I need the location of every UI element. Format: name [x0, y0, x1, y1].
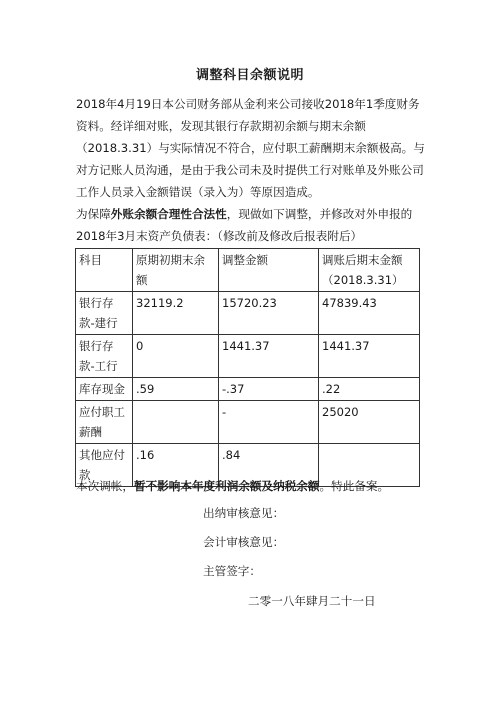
- cashier-review-label: 出纳审核意见：: [203, 506, 285, 520]
- table-cell: .59: [133, 378, 219, 401]
- conclusion-emphasis: 暂不影响本年度利润余额及纳税余额: [133, 479, 320, 493]
- intro-emphasis: 外账余额合理性合法性: [110, 207, 227, 221]
- table-cell: 1441.37: [319, 335, 420, 378]
- adjustment-table: [75, 248, 420, 487]
- document-date: 二零一八年肆月二十一日: [248, 594, 376, 608]
- table-cell: 32119.2: [133, 292, 219, 335]
- table-cell: .84: [219, 444, 319, 487]
- conclusion-suffix: 。特此备案。: [319, 479, 390, 493]
- header-cell: 科目: [76, 249, 133, 292]
- adjustment-intro-paragraph: [76, 203, 428, 247]
- table-cell: 47839.43: [319, 292, 420, 335]
- table-header-row: [76, 249, 420, 292]
- table-cell: 库存现金: [76, 378, 133, 401]
- header-cell: 原期初期末余额: [133, 249, 219, 292]
- table-cell: 0: [133, 335, 219, 378]
- table-cell: .16: [133, 444, 219, 487]
- table-cell: 25020: [319, 401, 420, 444]
- table-cell: 银行存款-建行: [76, 292, 133, 335]
- table-cell: 其他应付款: [76, 444, 133, 487]
- table-row: [76, 292, 420, 335]
- header-cell: 调账后期末金额（2018.3.31）: [319, 249, 420, 292]
- intro-suffix: ，现做如下调整，并修改对外申报的2018年3月末资产负债表：（修改前及修改后报表附后）: [76, 207, 413, 243]
- table-row: [76, 401, 420, 444]
- table-cell: 银行存款-工行: [76, 335, 133, 378]
- table-cell: 15720.23: [219, 292, 319, 335]
- table-cell: -: [219, 401, 319, 444]
- table-row: [76, 378, 420, 401]
- header-cell: 调整金额: [219, 249, 319, 292]
- intro-prefix: 为保障: [76, 207, 111, 221]
- table-cell: [133, 401, 219, 444]
- table-row: [76, 335, 420, 378]
- table-cell: .22: [319, 378, 420, 401]
- conclusion-prefix: 本次调帐，: [76, 479, 134, 493]
- supervisor-signature-label: 主管签字：: [203, 564, 261, 578]
- conclusion-paragraph: [76, 475, 428, 497]
- background-paragraph: 2018年4月19日本公司财务部从金利来公司接收2018年1季度财务资料。经详细对账，发现其银行存款期初余额与期末余额（2018.3.31）与实际情况不符合，应付职工薪酬期末余额极高。与对方记账人员沟通，是由于我公司未及时提供工行对账单及外账公司工作人员录入金额错误（录入为）等原因造成。: [76, 97, 425, 199]
- document-title: 调整科目余额说明: [195, 68, 304, 83]
- accounting-review-label: 会计审核意见：: [203, 535, 285, 549]
- table-cell: -.37: [219, 378, 319, 401]
- table-cell: 1441.37: [219, 335, 319, 378]
- table-cell: 应付职工薪酬: [76, 401, 133, 444]
